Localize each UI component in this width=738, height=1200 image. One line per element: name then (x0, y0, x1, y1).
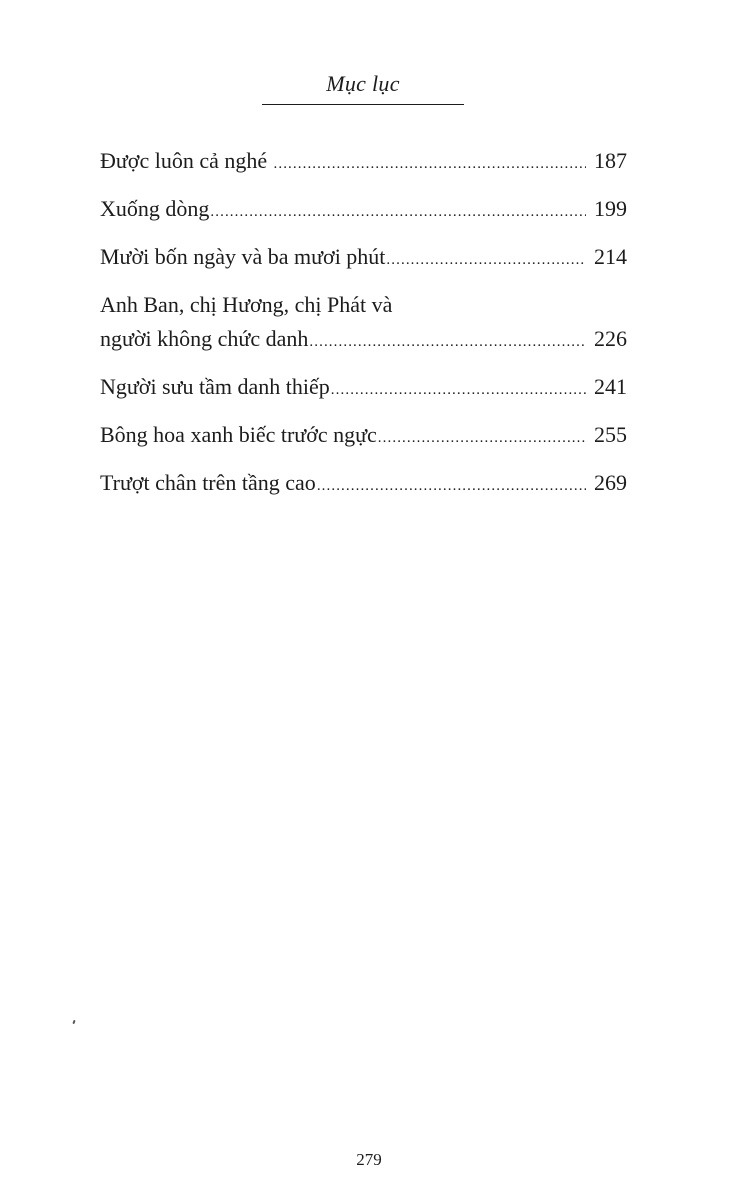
toc-entry-title: Xuống dòng (100, 196, 210, 221)
toc-entry-page: 214 (594, 244, 627, 269)
toc-entry-title: Trượt chân trên tầng cao (100, 470, 316, 495)
toc-entry (100, 370, 627, 407)
toc-entry-title: Bông hoa xanh biếc trước ngực (100, 422, 377, 447)
page-number: 279 (356, 1150, 382, 1169)
toc-entry (100, 144, 627, 181)
toc-entry-title: Được luôn cả nghé (100, 148, 268, 173)
section-title: Mục lục (326, 71, 400, 96)
toc-entry (100, 466, 627, 503)
toc-entry-title-line2: người không chức danh (100, 326, 309, 351)
toc-entry (100, 192, 627, 229)
dot-leader (386, 243, 586, 277)
paper-speck (72, 1020, 75, 1024)
dot-leader (317, 469, 586, 503)
dot-leader (378, 421, 586, 455)
toc-entry-page: 226 (594, 326, 627, 351)
toc-entry (100, 240, 627, 277)
table-of-contents (100, 144, 627, 514)
toc-entry-page: 255 (594, 422, 627, 447)
toc-entry-title: Người sưu tầm danh thiếp (100, 374, 330, 399)
toc-entry-page: 269 (594, 470, 627, 495)
dot-leader (274, 147, 587, 181)
dot-leader (331, 373, 586, 407)
toc-entry (100, 418, 627, 455)
toc-entry-page: 241 (594, 374, 627, 399)
running-header (262, 66, 464, 105)
dot-leader (309, 325, 586, 359)
toc-entry-page: 199 (594, 196, 627, 221)
toc-entry-title-line1: Anh Ban, chị Hương, chị Phát và (100, 292, 393, 317)
toc-entry-page: 187 (594, 148, 627, 173)
toc-entry (100, 288, 627, 359)
header-rule (262, 104, 464, 105)
toc-entry-title: Mười bốn ngày và ba mươi phút (100, 244, 386, 269)
dot-leader (210, 195, 586, 229)
